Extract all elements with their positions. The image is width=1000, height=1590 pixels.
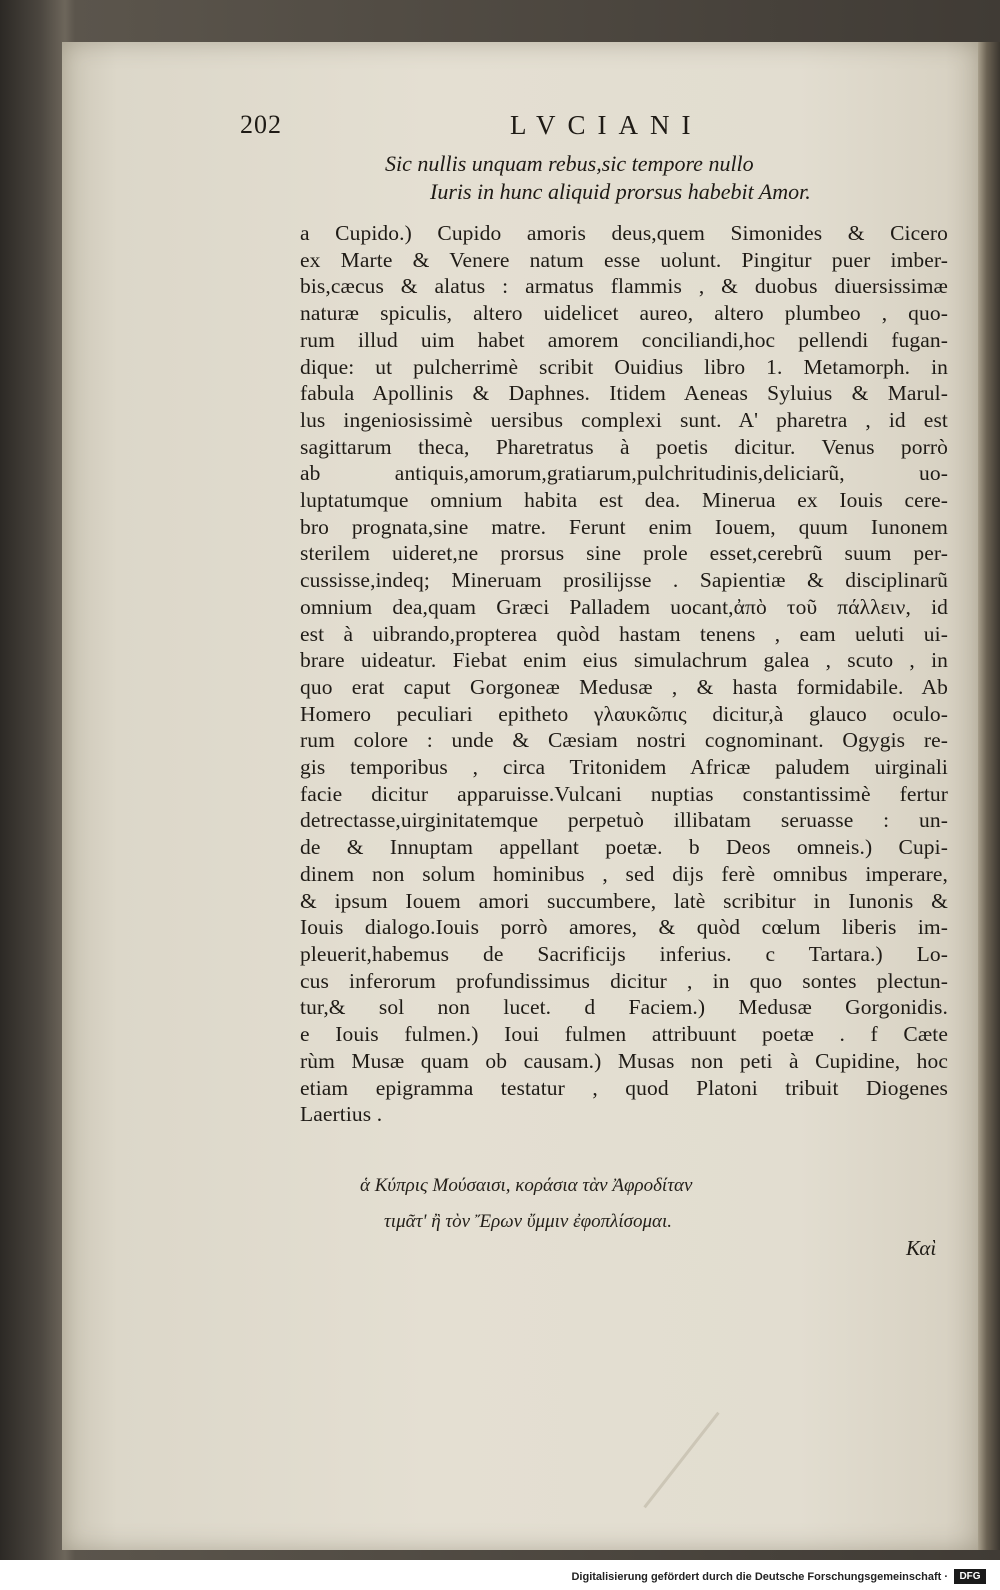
commentary-line: naturæ spiculis, altero uidelicet aureo, altero plumbeo , quo-: [300, 301, 948, 326]
commentary-line: etiam epigramma testatur , quod Platoni tribuit Diogenes: [300, 1075, 948, 1100]
catchword: Καὶ: [906, 1236, 937, 1260]
commentary-line: rùm Musæ quam ob causam.) Musas non peti à Cupidine, hoc: [300, 1048, 948, 1073]
commentary-line: ab antiquis,amorum,gratiarum,pulchritudinis,deliciarũ, uo-: [300, 461, 948, 486]
commentary-text: [300, 220, 948, 1128]
greek-line: τιμᾶτ' ἢ τὸν Ἔρων ὔμμιν ἐφοπλίσομαι.: [384, 1211, 673, 1232]
greek-epigram: [360, 1168, 920, 1240]
commentary-line: sterilem uideret,ne prorsus sine prole esset,cerebrũ suum per-: [300, 541, 948, 566]
commentary-line: fabula Apollinis & Daphnes. Itidem Aeneas Syluius & Marul-: [300, 381, 948, 406]
commentary-line: facie dicitur apparuisse.Vulcani nuptias constantissimè fertur: [300, 781, 948, 806]
verse-couplet: [240, 150, 900, 206]
running-title: LVCIANI: [510, 110, 703, 140]
commentary-line: est à uibrando,propterea quòd hastam tenens , eam ueluti ui-: [300, 621, 948, 646]
commentary-line: Homero peculiari epitheto γλαυκῶπις dicitur,à glauco oculo-: [300, 701, 948, 726]
commentary-line: & ipsum Iouem amori succumbere, latè scribitur in Iunonis &: [300, 888, 948, 913]
commentary-line: cussisse,indeq; Mineruam prosilijsse . Sapientiæ & disciplinarũ: [300, 568, 948, 593]
commentary-line: rum colore : unde & Cæsiam nostri cognominant. Ogygis re-: [300, 728, 948, 753]
commentary-line: e Iouis fulmen.) Ioui fulmen attribuunt poetæ . f Cæte: [300, 1022, 948, 1047]
commentary-line: gis temporibus , circa Tritonidem Africæ paludem uirginali: [300, 755, 948, 780]
commentary-line: sagittarum theca, Pharetratus à poetis dicitur. Venus porrò: [300, 434, 948, 459]
commentary-line: luptatumque omnium habita est dea. Minerua ex Iouis cere-: [300, 488, 948, 513]
page-header: [240, 110, 900, 150]
commentary-line: detrectasse,uirginitatemque perpetuò illibatam seruasse : un-: [300, 808, 948, 833]
commentary-line: quo erat caput Gorgoneæ Medusæ , & hasta formidabile. Ab: [300, 674, 948, 699]
commentary-line: rum illud uim habet amorem conciliandi,hoc pellendi fugan-: [300, 327, 948, 352]
commentary-line: bis,cæcus & alatus : armatus flammis , & duobus diuersissimæ: [300, 274, 948, 299]
commentary-line: omnium dea,quam Græci Palladem uocant,ἀπὸ τοῦ πάλλειν, id: [300, 594, 948, 619]
commentary-line: Iouis dialogo.Iouis porrò amores, & quòd cœlum liberis im-: [300, 915, 948, 940]
dfg-logo: DFG: [954, 1569, 986, 1584]
greek-line: ἁ Κύπρις Μούσαισι, κοράσια τὰν Ἀφροδίταν: [360, 1175, 693, 1196]
commentary-line: pleuerit,habemus de Sacrificijs inferius. c Tartara.) Lo-: [300, 941, 948, 966]
commentary-line: dique: ut pulcherrimè scribit Ouidius libro 1. Metamorph. in: [300, 354, 948, 379]
commentary-line: lus ingeniosissimè uersibus complexi sunt. A' pharetra , id est: [300, 407, 948, 432]
commentary-line: brare uideatur. Fiebat enim eius simulachrum galea , scuto , in: [300, 648, 948, 673]
commentary-line: Laertius .: [300, 1102, 383, 1127]
commentary-line: bro prognata,sine matre. Ferunt enim Iouem, quum Iunonem: [300, 514, 948, 539]
funding-credit: Digitalisierung gefördert durch die Deutsche Forschungsgemeinschaft ·: [571, 1571, 948, 1583]
commentary-line: tur,& sol non lucet. d Faciem.) Medusæ Gorgonidis.: [300, 995, 948, 1020]
commentary-line: cus inferorum profundissimus dicitur , in quo sontes plectun-: [300, 968, 948, 993]
page-number: 202: [240, 110, 282, 139]
verse-line: Sic nullis unquam rebus,sic tempore nullo: [385, 151, 754, 176]
page-edge: [978, 42, 1000, 1550]
commentary-line: a Cupido.) Cupido amoris deus,quem Simonides & Cicero: [300, 221, 948, 245]
commentary-line: de & Innuptam appellant poetæ. b Deos omneis.) Cupi-: [300, 835, 948, 860]
verse-line: Iuris in hunc aliquid prorsus habebit Amor.: [430, 179, 811, 204]
commentary-line: dinem non solum hominibus , sed dijs ferè omnibus imperare,: [300, 861, 948, 886]
commentary-line: ex Marte & Venere natum esse uolunt. Pingitur puer imber-: [300, 247, 948, 272]
